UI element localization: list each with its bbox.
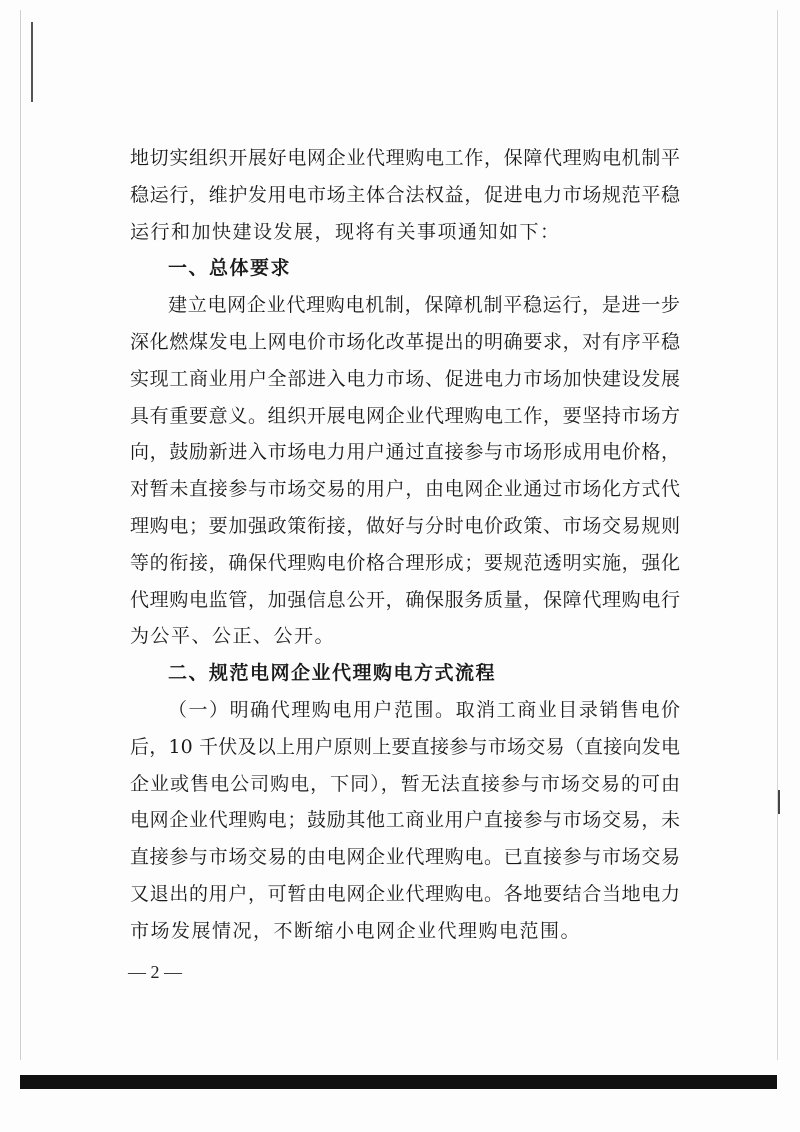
text-line: 直接参与市场交易的由电网企业代理购电。已直接参与市场交易 bbox=[130, 846, 680, 869]
text-line: 后，10 千伏及以上用户原则上要直接参与市场交易（直接向发电 bbox=[130, 735, 680, 758]
scan-mark bbox=[778, 790, 780, 814]
text-line: 理购电；要加强政策衔接，做好与分时电价政策、市场交易规则 bbox=[130, 514, 680, 537]
text-line: 运行和加快建设发展，现将有关事项通知如下： bbox=[130, 220, 561, 243]
text-line: 地切实组织开展好电网企业代理购电工作，保障代理购电机制平 bbox=[130, 147, 680, 169]
section-heading: 一、总体要求 bbox=[168, 257, 292, 280]
text-line: 电网企业代理购电；鼓励其他工商业用户直接参与市场交易，未 bbox=[130, 809, 680, 832]
text-line: 对暂未直接参与市场交易的用户，由电网企业通过市场化方式代 bbox=[130, 478, 680, 501]
scan-mark bbox=[31, 22, 33, 102]
page-edge-left bbox=[20, 10, 21, 1060]
text-line: 深化燃煤发电上网电价市场化改革提出的明确要求，对有序平稳 bbox=[130, 330, 680, 353]
text-line: 等的衔接，确保代理购电价格合理形成；要规范透明实施，强化 bbox=[130, 551, 680, 574]
text-line: 具有重要意义。组织开展电网企业代理购电工作，要坚持市场方 bbox=[130, 404, 680, 427]
text-line: 向，鼓励新进入市场电力用户通过直接参与市场形成用电价格， bbox=[130, 441, 680, 464]
text-line: 实现工商业用户全部进入电力市场、促进电力市场加快建设发展 bbox=[130, 367, 680, 390]
text-line: 市场发展情况，不断缩小电网企业代理购电范围。 bbox=[130, 919, 582, 942]
text-line: 代理购电监管，加强信息公开，确保服务质量，保障代理购电行 bbox=[130, 588, 680, 611]
text-line: 建立电网企业代理购电机制，保障机制平稳运行，是进一步 bbox=[168, 294, 680, 317]
text-line: 稳运行，维护发用电市场主体合法权益，促进电力市场规范平稳 bbox=[130, 183, 680, 206]
text-line: 又退出的用户，可暂由电网企业代理购电。各地要结合当地电力 bbox=[130, 882, 680, 905]
page-edge-right bbox=[777, 10, 778, 1060]
bottom-border-bar bbox=[20, 1075, 777, 1089]
text-line: 企业或售电公司购电，下同），暂无法直接参与市场交易的可由 bbox=[130, 772, 680, 795]
document-body bbox=[130, 140, 680, 950]
text-line: 为公平、公正、公开。 bbox=[130, 625, 336, 648]
section-heading: 二、规范电网企业代理购电方式流程 bbox=[168, 662, 497, 685]
page-number: — 2 — bbox=[128, 962, 182, 982]
text-line: （一）明确代理购电用户范围。取消工商业目录销售电价 bbox=[168, 698, 680, 721]
